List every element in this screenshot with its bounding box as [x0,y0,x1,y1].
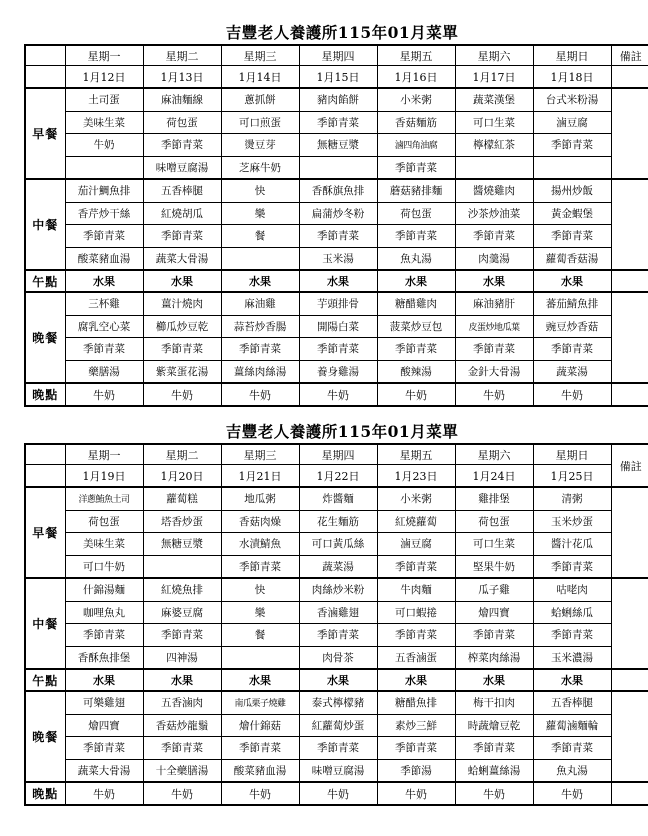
night-cell: 牛奶 [455,383,533,406]
dish-cell: 什錦湯麵 [65,578,143,601]
dish-cell: 季節青菜 [65,225,143,248]
dish-cell: 小米粥 [377,487,455,510]
date-cell: 1月15日 [299,66,377,89]
lunch-row [25,179,648,202]
note-cell [611,669,648,691]
dish-cell: 滷豆腐 [533,111,611,134]
dish-cell: 季節青菜 [65,624,143,647]
meal-label-night: 晚點 [25,383,65,406]
snack-cell: 水果 [533,669,611,691]
dinner-row [25,338,648,361]
night-cell: 牛奶 [533,782,611,805]
note-cell [611,383,648,406]
day-header: 星期三 [221,444,299,465]
dish-cell: 味噌豆腐湯 [143,156,221,179]
date-row-corner [25,66,65,89]
dish-cell: 五香棒腿 [143,179,221,202]
dish-cell: 三杯雞 [65,292,143,315]
dish-cell: 季節青菜 [455,338,533,361]
dish-cell: 季節青菜 [143,624,221,647]
dish-cell: 季節青菜 [377,737,455,760]
dish-cell: 快 [221,179,299,202]
dish-cell [299,156,377,179]
dish-cell: 櫛瓜炒豆乾 [143,315,221,338]
dish-cell: 皮蛋炒地瓜葉 [455,315,533,338]
breakfast-row [25,111,648,134]
night-cell: 牛奶 [65,782,143,805]
snack-cell: 水果 [143,270,221,292]
dish-cell: 蘿蔔滷麵輪 [533,714,611,737]
note-cell [611,88,648,179]
dish-cell: 季節青菜 [533,737,611,760]
dish-cell: 季節青菜 [455,737,533,760]
day-header: 星期日 [533,444,611,465]
meal-label-night: 晚點 [25,782,65,805]
dish-cell: 紅燒蘿蔔 [377,510,455,533]
breakfast-row [25,533,648,556]
dish-cell: 養身雞湯 [299,360,377,383]
snack-cell: 水果 [377,669,455,691]
lunch-row [25,202,648,225]
dish-cell: 紅燒魚排 [143,578,221,601]
meal-label-dinner: 晚餐 [25,292,65,383]
dish-cell: 麻婆豆腐 [143,601,221,624]
dish-cell: 雞排堡 [455,487,533,510]
dish-cell: 玉米炒蛋 [533,510,611,533]
dish-cell [65,156,143,179]
lunch-row [25,578,648,601]
dish-cell: 榨菜肉絲湯 [455,646,533,669]
menu-table [24,44,648,407]
dish-cell: 季節青菜 [221,737,299,760]
dish-cell: 五香滷蛋 [377,646,455,669]
dish-cell: 季節青菜 [299,737,377,760]
breakfast-row [25,88,648,111]
dish-cell: 醬汁花瓜 [533,533,611,556]
dish-cell: 牛肉麵 [377,578,455,601]
breakfast-row [25,134,648,157]
night-cell: 牛奶 [299,383,377,406]
dish-cell: 菠菜炒豆包 [377,315,455,338]
dish-cell: 紅燒胡瓜 [143,202,221,225]
dish-cell: 無糖豆漿 [299,134,377,157]
dish-cell: 可口煎蛋 [221,111,299,134]
date-cell: 1月23日 [377,465,455,488]
dish-cell: 餐 [221,225,299,248]
dish-cell: 荷包蛋 [377,202,455,225]
week-menu-2 [24,421,642,806]
meal-label-snack: 午點 [25,669,65,691]
dish-cell [221,646,299,669]
dish-cell: 季節青菜 [377,624,455,647]
day-header: 星期一 [65,444,143,465]
dish-cell: 可口蝦捲 [377,601,455,624]
dish-cell: 蘑菇豬排麵 [377,179,455,202]
note-cell [611,782,648,805]
dish-cell: 台式米粉湯 [533,88,611,111]
dish-cell: 荷包蛋 [143,111,221,134]
dish-cell: 檸檬紅茶 [455,134,533,157]
dish-cell: 芝麻牛奶 [221,156,299,179]
note-cell [611,292,648,383]
dish-cell: 開陽白菜 [299,315,377,338]
dish-cell: 麻油麵線 [143,88,221,111]
dinner-row [25,315,648,338]
date-cell: 1月21日 [221,465,299,488]
dish-cell: 素炒三鮮 [377,714,455,737]
dish-cell: 季節青菜 [377,555,455,578]
dish-cell: 堅果牛奶 [455,555,533,578]
dish-cell: 蔬菜湯 [299,555,377,578]
dish-cell: 玉米濃湯 [533,646,611,669]
dish-cell: 季節青菜 [143,225,221,248]
snack-cell: 水果 [221,270,299,292]
day-header: 星期六 [455,45,533,66]
dish-cell: 豬肉餡餅 [299,88,377,111]
dish-cell: 季節青菜 [533,134,611,157]
meal-label-lunch: 中餐 [25,179,65,270]
note-header: 備註 [611,45,648,66]
night-cell: 牛奶 [221,383,299,406]
dish-cell: 香芹炒干絲 [65,202,143,225]
snack-cell: 水果 [143,669,221,691]
dish-cell: 季節青菜 [143,134,221,157]
dish-cell: 南瓜栗子燒雞 [221,691,299,714]
dish-cell: 美味生菜 [65,111,143,134]
dish-cell: 黃金蝦堡 [533,202,611,225]
dish-cell: 酸菜豬血湯 [65,247,143,270]
dish-cell: 醬燒雞肉 [455,179,533,202]
dish-cell: 蔬菜大骨湯 [65,759,143,782]
menu-table [24,443,648,806]
breakfast-row [25,487,648,510]
dish-cell: 土司蛋 [65,88,143,111]
meal-label-dinner: 晚餐 [25,691,65,782]
day-header: 星期五 [377,444,455,465]
night-cell: 牛奶 [455,782,533,805]
dish-cell: 季節青菜 [299,111,377,134]
dish-cell: 水漬鯖魚 [221,533,299,556]
dish-cell: 牛奶 [65,134,143,157]
day-header: 星期四 [299,444,377,465]
dish-cell: 滷豆腐 [377,533,455,556]
dish-cell: 玉米湯 [299,247,377,270]
dish-cell: 燴四寶 [455,601,533,624]
dish-cell: 蔥抓餅 [221,88,299,111]
dish-cell: 肉絲炒米粉 [299,578,377,601]
meal-label-breakfast: 早餐 [25,487,65,578]
day-header: 星期四 [299,45,377,66]
dish-cell: 樂 [221,202,299,225]
dish-cell: 燙豆芽 [221,134,299,157]
dish-cell: 燴什錦菇 [221,714,299,737]
dish-cell: 香菇肉燥 [221,510,299,533]
snack-cell: 水果 [455,270,533,292]
dish-cell: 味噌豆腐湯 [299,759,377,782]
dish-cell: 四神湯 [143,646,221,669]
dish-cell: 季節青菜 [377,338,455,361]
menu-title: 吉豐老人養護所115年01月菜單 [225,23,459,42]
dish-cell: 季節青菜 [299,225,377,248]
lunch-row [25,646,648,669]
dish-cell: 藥膳湯 [65,360,143,383]
dish-cell: 荷包蛋 [455,510,533,533]
day-header: 星期一 [65,45,143,66]
week-menu-1 [24,22,642,407]
day-header: 星期二 [143,45,221,66]
dinner-row [25,714,648,737]
dish-cell: 紅蘿蔔炒蛋 [299,714,377,737]
dish-cell: 芋頭排骨 [299,292,377,315]
date-cell: 1月24日 [455,465,533,488]
night-snack-row [25,782,648,805]
dish-cell: 可口黃瓜絲 [299,533,377,556]
day-header: 星期六 [455,444,533,465]
dish-cell: 蔬菜湯 [533,360,611,383]
dish-cell: 揚州炒飯 [533,179,611,202]
dish-cell: 季節青菜 [65,338,143,361]
dish-cell: 麻油豬肝 [455,292,533,315]
dish-cell [455,156,533,179]
meal-label-lunch: 中餐 [25,578,65,669]
dish-cell: 小米粥 [377,88,455,111]
date-cell: 1月19日 [65,465,143,488]
date-cell: 1月14日 [221,66,299,89]
dish-cell: 茄汁鯛魚排 [65,179,143,202]
day-header-row [25,444,648,465]
snack-cell: 水果 [533,270,611,292]
dish-cell: 滷四角油腐 [377,134,455,157]
dish-cell: 餐 [221,624,299,647]
dish-cell: 梅干扣肉 [455,691,533,714]
meal-label-snack: 午點 [25,270,65,292]
dish-cell: 十全藥膳湯 [143,759,221,782]
menu-title: 吉豐老人養護所115年01月菜單 [225,422,459,441]
dish-cell: 可樂雞翅 [65,691,143,714]
dish-cell: 肉骨茶 [299,646,377,669]
dish-cell: 花生麵筋 [299,510,377,533]
night-cell: 牛奶 [221,782,299,805]
date-cell: 1月18日 [533,66,611,89]
dish-cell: 糖醋魚排 [377,691,455,714]
night-cell: 牛奶 [143,782,221,805]
dish-cell: 蘿蔔香菇湯 [533,247,611,270]
dish-cell: 蔬菜漢堡 [455,88,533,111]
dish-cell: 塔香炒蛋 [143,510,221,533]
dish-cell: 蛤蜊薑絲湯 [455,759,533,782]
breakfast-row [25,555,648,578]
night-cell: 牛奶 [299,782,377,805]
snack-cell: 水果 [455,669,533,691]
day-header: 星期五 [377,45,455,66]
snack-cell: 水果 [299,270,377,292]
snack-cell: 水果 [65,270,143,292]
dish-cell: 季節青菜 [533,624,611,647]
note-cell [611,691,648,782]
dish-cell: 香滷雞翅 [299,601,377,624]
dish-cell: 季節青菜 [533,338,611,361]
dish-cell: 泰式檸檬豬 [299,691,377,714]
dish-cell: 無糖豆漿 [143,533,221,556]
dish-cell: 香菇麵筋 [377,111,455,134]
note-cell [611,179,648,270]
date-cell: 1月20日 [143,465,221,488]
dish-cell: 季節青菜 [65,737,143,760]
night-snack-row [25,383,648,406]
dish-cell: 豌豆炒香菇 [533,315,611,338]
dish-cell: 可口生菜 [455,111,533,134]
dish-cell: 季節青菜 [455,225,533,248]
date-cell: 1月13日 [143,66,221,89]
dish-cell: 蕃茄鯖魚排 [533,292,611,315]
dish-cell: 香酥魚排堡 [65,646,143,669]
date-cell: 1月25日 [533,465,611,488]
dinner-row [25,737,648,760]
dish-cell: 香菇炒龍鬚 [143,714,221,737]
note-header: 備註 [611,444,648,487]
dish-cell: 季節青菜 [533,555,611,578]
day-header: 星期日 [533,45,611,66]
dish-cell: 薑絲肉絲湯 [221,360,299,383]
date-cell: 1月22日 [299,465,377,488]
day-header-row [25,45,648,66]
dish-cell: 香酥旗魚排 [299,179,377,202]
date-row-corner [25,465,65,488]
header-corner [25,444,65,465]
dish-cell: 麻油雞 [221,292,299,315]
date-row [25,465,648,488]
dish-cell: 荷包蛋 [65,510,143,533]
dish-cell: 季節青菜 [299,624,377,647]
night-cell: 牛奶 [377,383,455,406]
dish-cell: 時蔬燴豆乾 [455,714,533,737]
lunch-row [25,624,648,647]
lunch-row [25,247,648,270]
dish-cell: 季節青菜 [143,737,221,760]
dish-cell [143,555,221,578]
dish-cell: 可口生菜 [455,533,533,556]
date-cell: 1月12日 [65,66,143,89]
dish-cell: 蘿蔔糕 [143,487,221,510]
dish-cell: 酸辣湯 [377,360,455,383]
night-cell: 牛奶 [377,782,455,805]
snack-cell: 水果 [221,669,299,691]
dish-cell: 五香棒腿 [533,691,611,714]
dish-cell: 沙茶炒油菜 [455,202,533,225]
snack-row [25,669,648,691]
dish-cell: 季節青菜 [377,156,455,179]
dish-cell: 薑汁燒肉 [143,292,221,315]
dish-cell: 炸醬麵 [299,487,377,510]
snack-row [25,270,648,292]
snack-cell: 水果 [299,669,377,691]
night-cell: 牛奶 [533,383,611,406]
dish-cell: 腐乳空心菜 [65,315,143,338]
lunch-row [25,225,648,248]
dish-cell: 季節青菜 [143,338,221,361]
dish-cell: 季節青菜 [221,555,299,578]
dish-cell: 美味生菜 [65,533,143,556]
date-cell: 1月16日 [377,66,455,89]
dish-cell: 清粥 [533,487,611,510]
dish-cell: 蛤蜊絲瓜 [533,601,611,624]
day-header: 星期三 [221,45,299,66]
dish-cell: 可口牛奶 [65,555,143,578]
dish-cell [533,156,611,179]
note-cell [611,487,648,578]
dish-cell [221,247,299,270]
dish-cell: 咕咾肉 [533,578,611,601]
dish-cell: 扁蒲炒冬粉 [299,202,377,225]
dish-cell: 五香滷肉 [143,691,221,714]
date-cell: 1月17日 [455,66,533,89]
dish-cell: 燴四寶 [65,714,143,737]
date-row [25,66,648,89]
dinner-row [25,691,648,714]
note-cell [611,66,648,89]
dish-cell: 紫菜蛋花湯 [143,360,221,383]
dish-cell: 瓜子雞 [455,578,533,601]
breakfast-row [25,510,648,533]
breakfast-row [25,156,648,179]
dish-cell: 魚丸湯 [377,247,455,270]
night-cell: 牛奶 [65,383,143,406]
dish-cell: 肉羹湯 [455,247,533,270]
lunch-row [25,601,648,624]
dish-cell: 季節青菜 [455,624,533,647]
dish-cell: 蔬菜大骨湯 [143,247,221,270]
note-cell [611,270,648,292]
dish-cell: 金針大骨湯 [455,360,533,383]
meal-label-breakfast: 早餐 [25,88,65,179]
dish-cell: 季節青菜 [533,225,611,248]
dish-cell: 咖哩魚丸 [65,601,143,624]
dish-cell: 蒜苔炒香腸 [221,315,299,338]
dish-cell: 魚丸湯 [533,759,611,782]
dish-cell: 快 [221,578,299,601]
dish-cell: 季節湯 [377,759,455,782]
note-cell [611,578,648,669]
header-corner [25,45,65,66]
dish-cell: 季節青菜 [221,338,299,361]
dinner-row [25,759,648,782]
dish-cell: 糖醋雞肉 [377,292,455,315]
dish-cell: 季節青菜 [377,225,455,248]
snack-cell: 水果 [65,669,143,691]
snack-cell: 水果 [377,270,455,292]
night-cell: 牛奶 [143,383,221,406]
dinner-row [25,292,648,315]
dish-cell: 地瓜粥 [221,487,299,510]
dish-cell: 樂 [221,601,299,624]
dish-cell: 洋蔥鮪魚土司 [65,487,143,510]
dinner-row [25,360,648,383]
day-header: 星期二 [143,444,221,465]
dish-cell: 酸菜豬血湯 [221,759,299,782]
dish-cell: 季節青菜 [299,338,377,361]
